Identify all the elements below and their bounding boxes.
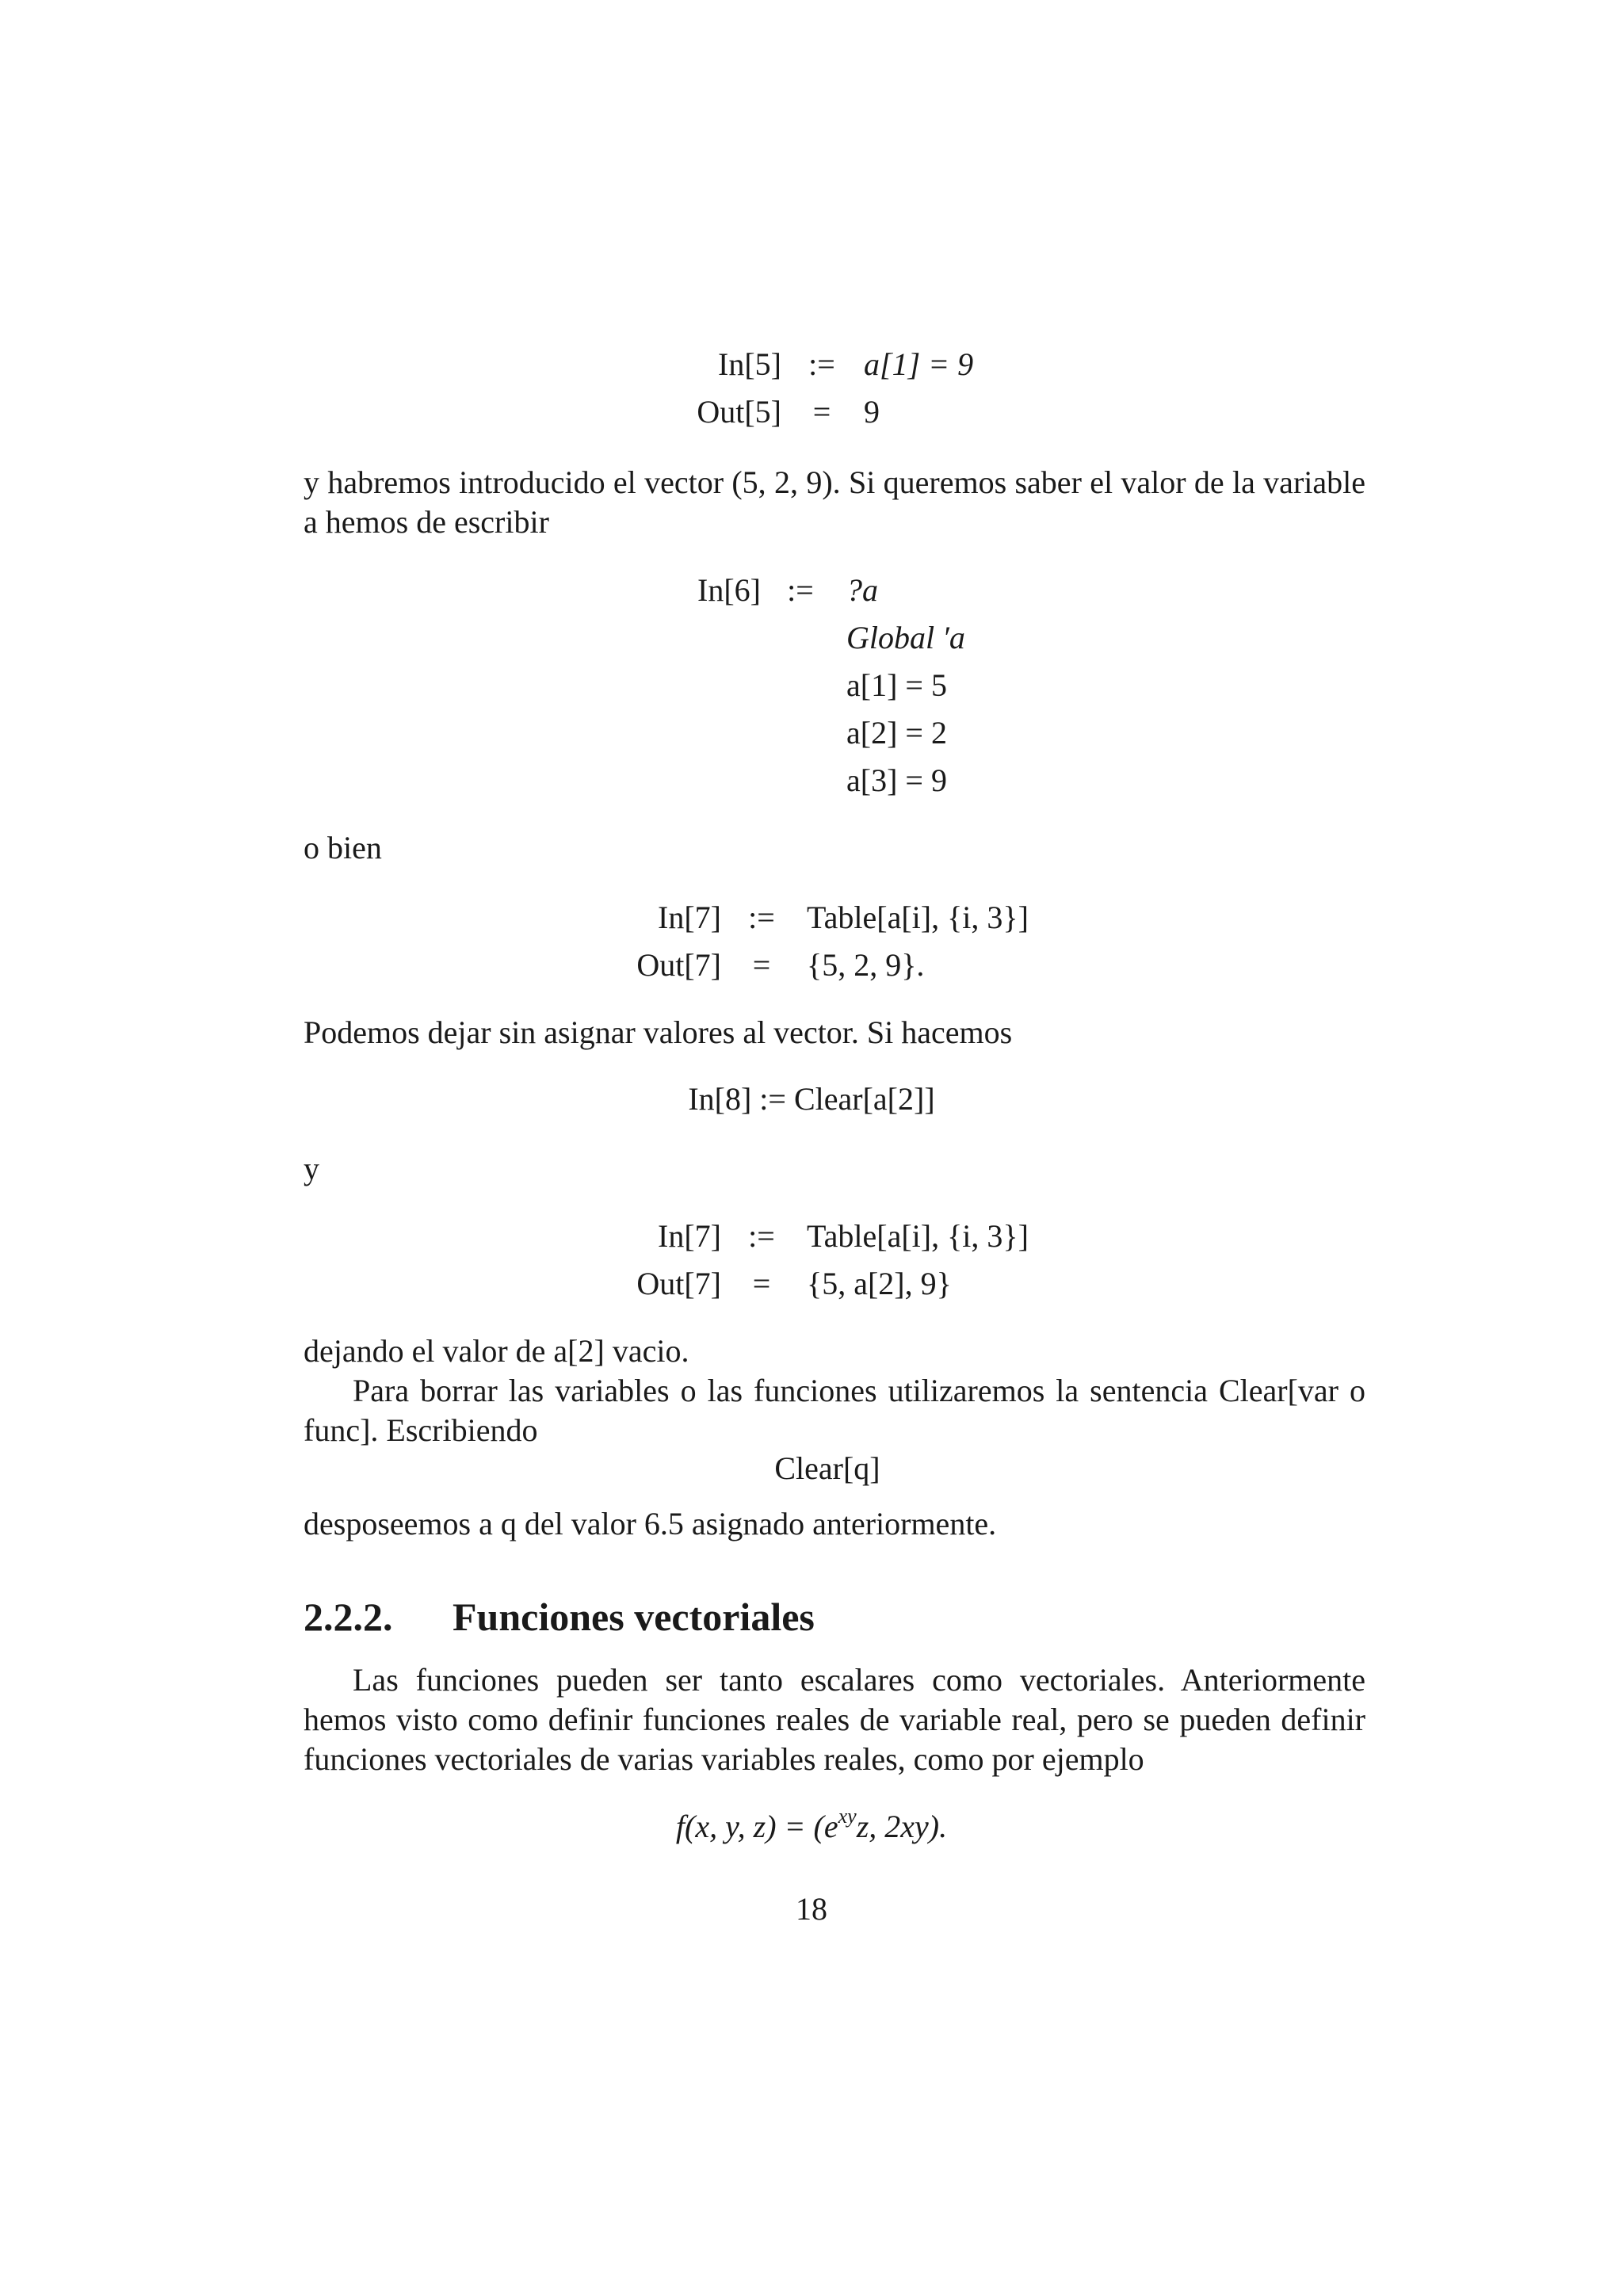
eq-left: In[7]	[658, 1218, 721, 1254]
eq-right: {5, 2, 9}.	[807, 947, 925, 983]
section-heading	[304, 1593, 815, 1641]
paragraph: y habremos introducido el vector (5, 2, 9). Si queremos saber el valor de la variable a hemos de escribir	[304, 464, 1365, 540]
eq-left: In[6]	[697, 572, 761, 608]
eq-left: Out[7]	[636, 1266, 721, 1301]
paragraph: dejando el valor de a[2] vacio.	[304, 1333, 689, 1369]
paragraph: Las funciones pueden ser tanto escalares como vectoriales. Anteriormente hemos visto como definir funciones reales de variable real, pero se pueden definir funciones vectoriales de varias variables reales, como por ejemplo	[304, 1662, 1365, 1777]
eq-right: {5, a[2], 9}	[807, 1266, 952, 1301]
eq-right: a[1] = 9	[864, 346, 974, 382]
eq-operator: =	[752, 947, 771, 983]
eq-operator: :=	[808, 346, 835, 382]
eq-func-lhs: f(x, y, z) = (e	[675, 1809, 838, 1844]
eq-right: Table[a[i], {i, 3}]	[807, 900, 1029, 935]
equation-block-in7	[0, 894, 1623, 989]
eq-operator: =	[752, 1266, 771, 1301]
equation-block-in7b	[0, 1213, 1623, 1308]
eq-left: Out[5]	[697, 394, 781, 430]
equation-clear: In[8] := Clear[a[2]]	[688, 1081, 935, 1117]
paragraph: Podemos dejar sin asignar valores al vector. Si hacemos	[304, 1014, 1013, 1050]
section-title: Funciones vectoriales	[453, 1595, 815, 1639]
eq-left: In[7]	[658, 900, 721, 935]
eq-left: In[5]	[718, 346, 781, 382]
eq-func-exponent: xy	[838, 1805, 857, 1828]
equation-block-in5	[0, 341, 1623, 436]
paragraph: desposeemos a q del valor 6.5 asignado anteriormente.	[304, 1506, 997, 1541]
eq-operator: :=	[748, 900, 775, 935]
paragraph: Para borrar las variables o las funciones utilizaremos la sentencia Clear[var o func]. Escribiendo	[304, 1373, 1365, 1448]
eq-line: a[3] = 9	[846, 762, 947, 798]
page-number: 18	[796, 1891, 827, 1927]
eq-operator: :=	[787, 572, 814, 608]
eq-line: a[1] = 5	[846, 667, 947, 703]
eq-line: a[2] = 2	[846, 715, 947, 751]
section-number: 2.2.2.	[304, 1595, 393, 1639]
paragraph: o bien	[304, 830, 382, 865]
equation-function	[0, 1807, 1623, 1847]
eq-func-rhs: z, 2xy).	[856, 1809, 948, 1844]
equation-clear-q: Clear[q]	[774, 1450, 880, 1486]
eq-line: ?a	[846, 572, 878, 608]
paragraph: y	[304, 1151, 319, 1186]
eq-line: Global ′a	[846, 620, 965, 655]
eq-right: Table[a[i], {i, 3}]	[807, 1218, 1029, 1254]
eq-left: Out[7]	[636, 947, 721, 983]
eq-operator: =	[812, 394, 831, 430]
eq-right: 9	[864, 394, 880, 430]
equation-block-in6	[0, 567, 1623, 804]
eq-operator: :=	[748, 1218, 775, 1254]
